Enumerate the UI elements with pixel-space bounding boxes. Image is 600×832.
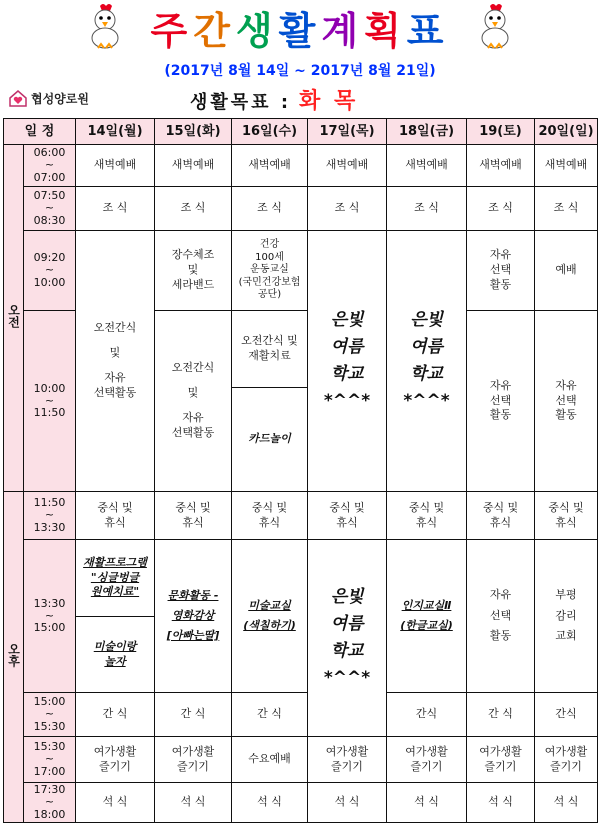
cell-silver-school: 은빛 여름 학교 *^^* (308, 540, 387, 737)
time-cell: 13:30 ~ 15:00 (24, 540, 76, 693)
cell-dinner: 석 식 (232, 783, 308, 823)
cell-leisure: 여가생활 즐기기 (535, 737, 598, 783)
cell-silver-school: 은빛 여름 학교 *^^* (308, 231, 387, 492)
cell-lunch: 중식 및 휴식 (535, 492, 598, 540)
time-cell: 07:50 ~ 08:30 (24, 187, 76, 231)
cell-dawn: 새벽예배 (155, 145, 232, 187)
cell-lunch: 중식 및 휴식 (155, 492, 232, 540)
title-char: 계 (321, 9, 365, 53)
cell-mon-pm-horticulture: 재활프로그램 "싱글벙글 원예치료" (76, 540, 154, 617)
cell-snack: 간 식 (232, 693, 308, 737)
title-char: 간 (193, 9, 236, 53)
cell-snack: 간 식 (76, 693, 155, 737)
header-day: 15일(화) (155, 119, 232, 145)
cell-breakfast: 조 식 (387, 187, 467, 231)
table-row (4, 783, 598, 823)
cell-dawn: 새벽예배 (232, 145, 308, 187)
time-cell: 10:00 ~ 11:50 (24, 311, 76, 492)
cell-dawn: 새벽예배 (308, 145, 387, 187)
header-schedule: 일 정 (4, 119, 76, 145)
title-char: 표 (406, 9, 450, 53)
table-row (4, 540, 598, 693)
cell-lunch: 중식 및 휴식 (308, 492, 387, 540)
cell-silver-school: 은빛 여름 학교 *^^* (387, 231, 467, 492)
cell-lunch: 중식 및 휴식 (387, 492, 467, 540)
time-cell: 09:20 ~ 10:00 (24, 231, 76, 311)
cell-dinner: 석 식 (76, 783, 155, 823)
cell-wed-pm: 미술교실 (색칠하기) (232, 540, 308, 693)
table-row (4, 693, 598, 737)
cell-mon-am: 오전간식 및 자유 선택활동 (76, 231, 155, 492)
cell-tue-0920: 장수체조 및 세라밴드 (155, 231, 232, 311)
cell-lunch: 중식 및 휴식 (76, 492, 155, 540)
cell-sat-am: 자유 선택 활동 (467, 311, 535, 492)
cell-wed-am-cards: 카드놀이 (248, 432, 291, 446)
goal-label: 생활목표 : (190, 92, 292, 113)
cell-tue-pm: 문화활동 - 영화감상 [아빠는딸] (155, 540, 232, 693)
cell-mon-pm-art: 미술이랑 놀자 (93, 639, 137, 668)
schedule-table (3, 118, 598, 823)
goal (190, 84, 358, 115)
cell-lunch: 중식 및 휴식 (232, 492, 308, 540)
time-cell: 17:30 ~ 18:00 (24, 783, 76, 823)
table-row (4, 145, 598, 187)
cell-breakfast: 조 식 (467, 187, 535, 231)
cell-dawn: 새벽예배 (76, 145, 155, 187)
chick-icon-left (86, 2, 124, 50)
cell-breakfast: 조 식 (535, 187, 598, 231)
cell-tue-am: 오전간식 및 자유 선택활동 (155, 311, 232, 492)
cell-breakfast: 조 식 (155, 187, 232, 231)
cell-sat-pm: 자유 선택 활동 (467, 540, 535, 693)
cell-dinner: 석 식 (387, 783, 467, 823)
cell-mon-pm (76, 540, 155, 693)
time-cell: 15:30 ~ 17:00 (24, 737, 76, 783)
pm-label: 오후 (4, 492, 24, 823)
cell-snack: 간식 (387, 693, 467, 737)
cell-sun-0920: 예배 (535, 231, 598, 311)
cell-leisure: 여가생활 즐기기 (387, 737, 467, 783)
goal-value: 화 목 (299, 89, 359, 114)
logo (8, 88, 89, 108)
cell-snack: 간 식 (155, 693, 232, 737)
cell-dinner: 석 식 (308, 783, 387, 823)
period-text: (2017년 8월 14일 ~ 2017년 8월 21일) (164, 63, 436, 79)
cell-breakfast: 조 식 (308, 187, 387, 231)
cell-fri-pm: 인지교실Ⅱ (한글교실) (387, 540, 467, 693)
cell-dawn: 새벽예배 (467, 145, 535, 187)
am-label: 오전 (4, 145, 24, 492)
header-day: 14일(월) (76, 119, 155, 145)
table-row (4, 737, 598, 783)
cell-lunch: 중식 및 휴식 (467, 492, 535, 540)
time-cell: 15:00 ~ 15:30 (24, 693, 76, 737)
cell-wed-evening: 수요예배 (232, 737, 308, 783)
title-char: 활 (278, 9, 322, 53)
cell-dinner: 석 식 (155, 783, 232, 823)
header-day: 17일(목) (308, 119, 387, 145)
cell-dawn: 새벽예배 (387, 145, 467, 187)
header-day: 18일(금) (387, 119, 467, 145)
header-row (4, 119, 598, 145)
cell-sun-am: 자유 선택 활동 (535, 311, 598, 492)
header-day: 20일(일) (535, 119, 598, 145)
logo-text: 협성양로원 (31, 91, 89, 106)
cell-sat-0920: 자유 선택 활동 (467, 231, 535, 311)
cell-snack: 간 식 (467, 693, 535, 737)
header-day: 19(토) (467, 119, 535, 145)
time-cell: 06:00 ~ 07:00 (24, 145, 76, 187)
title-char: 획 (364, 9, 407, 53)
cell-breakfast: 조 식 (232, 187, 308, 231)
cell-dinner: 석 식 (535, 783, 598, 823)
header-day: 16일(수) (232, 119, 308, 145)
cell-snack: 간식 (535, 693, 598, 737)
table-row (4, 492, 598, 540)
heart-house-icon (8, 89, 28, 107)
cell-leisure: 여가생활 즐기기 (467, 737, 535, 783)
cell-wed-am-rehab: 오전간식 및 재활치료 (232, 311, 307, 388)
title-char: 생 (235, 9, 279, 53)
cell-dinner: 석 식 (467, 783, 535, 823)
title-char: 주 (150, 9, 194, 53)
table-row (4, 231, 598, 311)
cell-sun-pm: 부평 감리 교회 (535, 540, 598, 693)
time-cell: 11:50 ~ 13:30 (24, 492, 76, 540)
cell-breakfast: 조 식 (76, 187, 155, 231)
cell-leisure: 여가생활 즐기기 (308, 737, 387, 783)
table-row (4, 187, 598, 231)
chick-icon-right (476, 2, 514, 50)
cell-dawn: 새벽예배 (535, 145, 598, 187)
cell-wed-am (232, 311, 308, 492)
cell-wed-0920: 건강 100세 운동교실 (국민건강보험 공단) (232, 231, 308, 311)
cell-leisure: 여가생활 즐기기 (76, 737, 155, 783)
cell-leisure: 여가생활 즐기기 (155, 737, 232, 783)
